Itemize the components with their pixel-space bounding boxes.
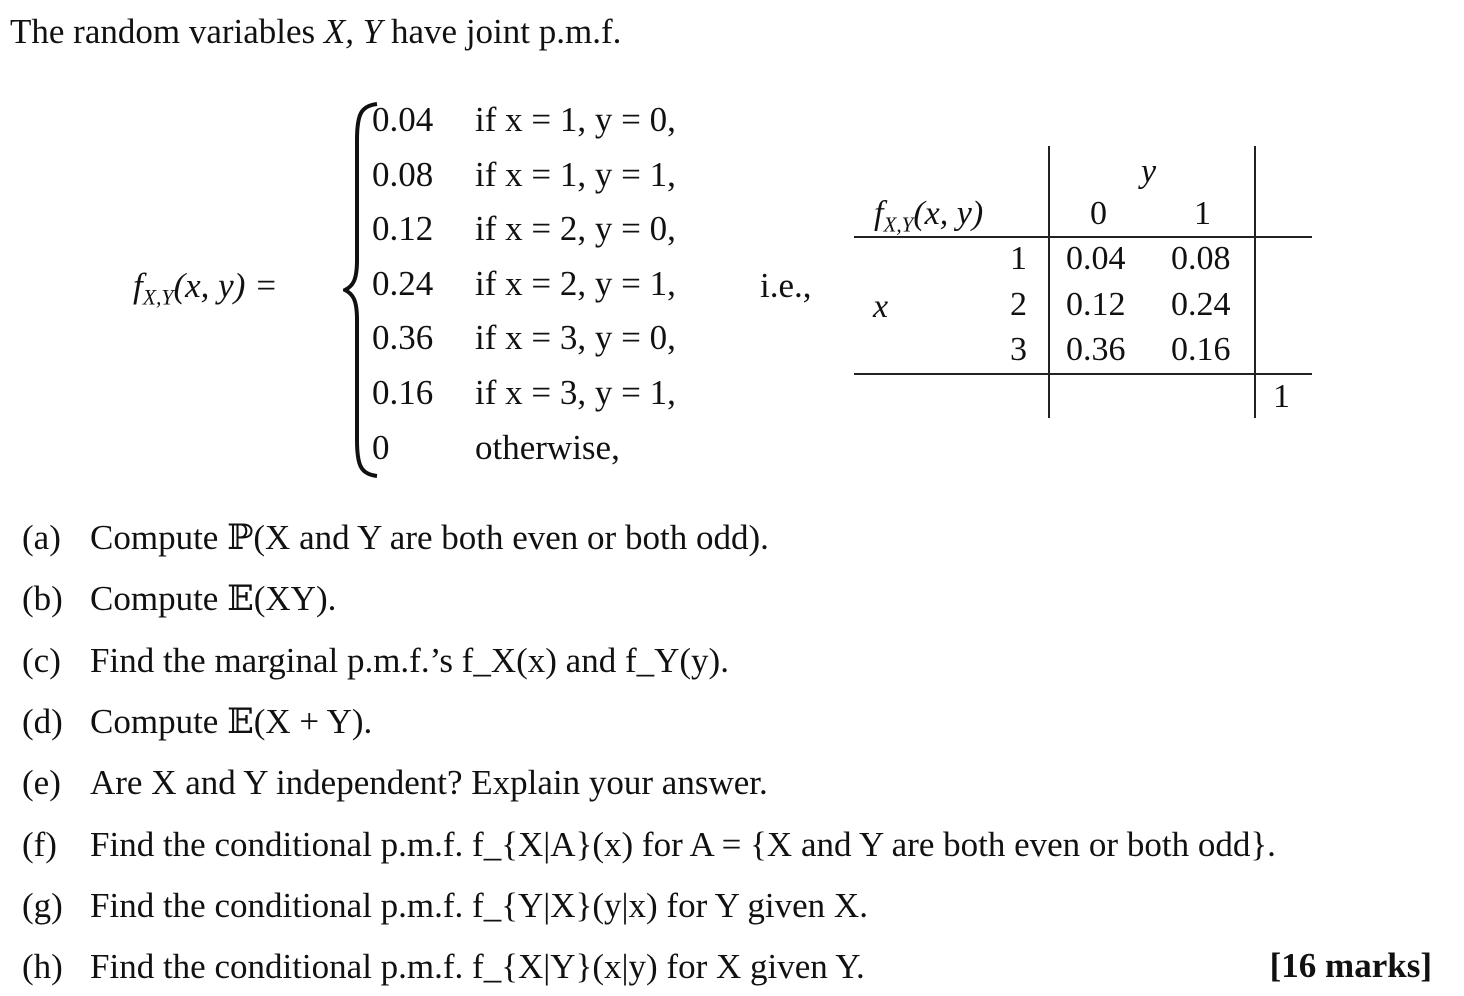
question-item	[22, 643, 729, 678]
table-col-header: 0	[1090, 195, 1107, 232]
question-item	[22, 704, 372, 739]
table-cell: 0.16	[1171, 331, 1231, 368]
table-row-variable: x	[873, 288, 889, 325]
question-text: Find the conditional p.m.f. f_{Y|X}(y|x) for Y given X.	[90, 886, 868, 925]
table-cell: 0.08	[1171, 240, 1231, 277]
pmf-condition: if x = 2, y = 0,	[475, 209, 676, 248]
question-label: (a)	[22, 518, 61, 557]
question-text: Compute 𝔼(XY).	[90, 579, 337, 618]
pmf-condition: if x = 3, y = 0,	[475, 318, 676, 357]
table-cell: 0.04	[1066, 240, 1126, 277]
question-label: (c)	[22, 641, 61, 680]
pmf-value: 0.16	[372, 373, 434, 412]
question-item	[22, 888, 868, 923]
pmf-lhs-f: f	[133, 266, 143, 305]
question-label: (d)	[22, 702, 63, 741]
question-label: (e)	[22, 763, 61, 802]
pmf-condition: if x = 3, y = 1,	[475, 373, 676, 412]
question-item	[22, 520, 769, 555]
question-text: Are X and Y independent? Explain your answer.	[90, 763, 768, 802]
pmf-value: 0.08	[372, 155, 434, 194]
question-item	[22, 949, 865, 984]
question-label: (b)	[22, 579, 63, 618]
table-divider	[1254, 146, 1256, 418]
table-divider	[854, 236, 1312, 238]
table-row-header: 1	[1010, 240, 1027, 277]
table-col-header: 1	[1194, 195, 1211, 232]
question-text: Compute 𝔼(X + Y).	[90, 702, 373, 741]
pmf-value: 0.36	[372, 318, 434, 357]
pmf-condition: if x = 1, y = 0,	[475, 100, 676, 139]
pmf-lhs-args: (x, y) =	[173, 266, 278, 305]
question-label: (g)	[22, 886, 63, 925]
intro-text	[10, 14, 621, 49]
question-label: (h)	[22, 947, 63, 986]
intro-vars: X, Y	[323, 12, 383, 51]
table-row-header: 2	[1010, 286, 1027, 323]
ie-text: i.e.,	[760, 266, 812, 305]
table-cell: 0.36	[1066, 331, 1126, 368]
question-text: Find the conditional p.m.f. f_{X|A}(x) for A = {X and Y are both even or both odd}.	[90, 825, 1276, 864]
table-cell: 0.12	[1066, 286, 1126, 323]
question-item	[22, 827, 1276, 862]
table-row-header: 3	[1010, 331, 1027, 368]
pmf-lhs-sub: X,Y	[142, 285, 174, 310]
question-item	[22, 581, 336, 616]
table-divider	[1048, 146, 1050, 418]
table-total: 1	[1273, 378, 1290, 415]
pmf-value: 0.04	[372, 100, 434, 139]
question-text: Compute ℙ(X and Y are both even or both odd).	[90, 518, 769, 557]
intro-suffix: have joint p.m.f.	[391, 12, 622, 51]
pmf-condition: if x = 2, y = 1,	[475, 264, 676, 303]
question-item	[22, 765, 768, 800]
pmf-value: 0.12	[372, 209, 434, 248]
pmf-lhs	[133, 268, 278, 309]
pmf-condition: otherwise,	[475, 428, 620, 467]
table-divider	[854, 373, 1312, 375]
table-cell: 0.24	[1171, 286, 1231, 323]
marks-label: [16 marks]	[1269, 946, 1432, 985]
question-text: Find the marginal p.m.f.’s f_X(x) and f_Y(y).	[90, 641, 729, 680]
table-corner-label: $f_{X,Y}(x$, y)	[874, 195, 984, 237]
question-text: Find the conditional p.m.f. f_{X|Y}(x|y) for X given Y.	[90, 947, 865, 986]
pmf-value: 0	[372, 428, 390, 467]
question-label: (f)	[22, 825, 57, 864]
pmf-condition: if x = 1, y = 1,	[475, 155, 676, 194]
pmf-value: 0.24	[372, 264, 434, 303]
table-col-variable: y	[1141, 153, 1157, 190]
intro-prefix: The random variables	[10, 12, 316, 51]
